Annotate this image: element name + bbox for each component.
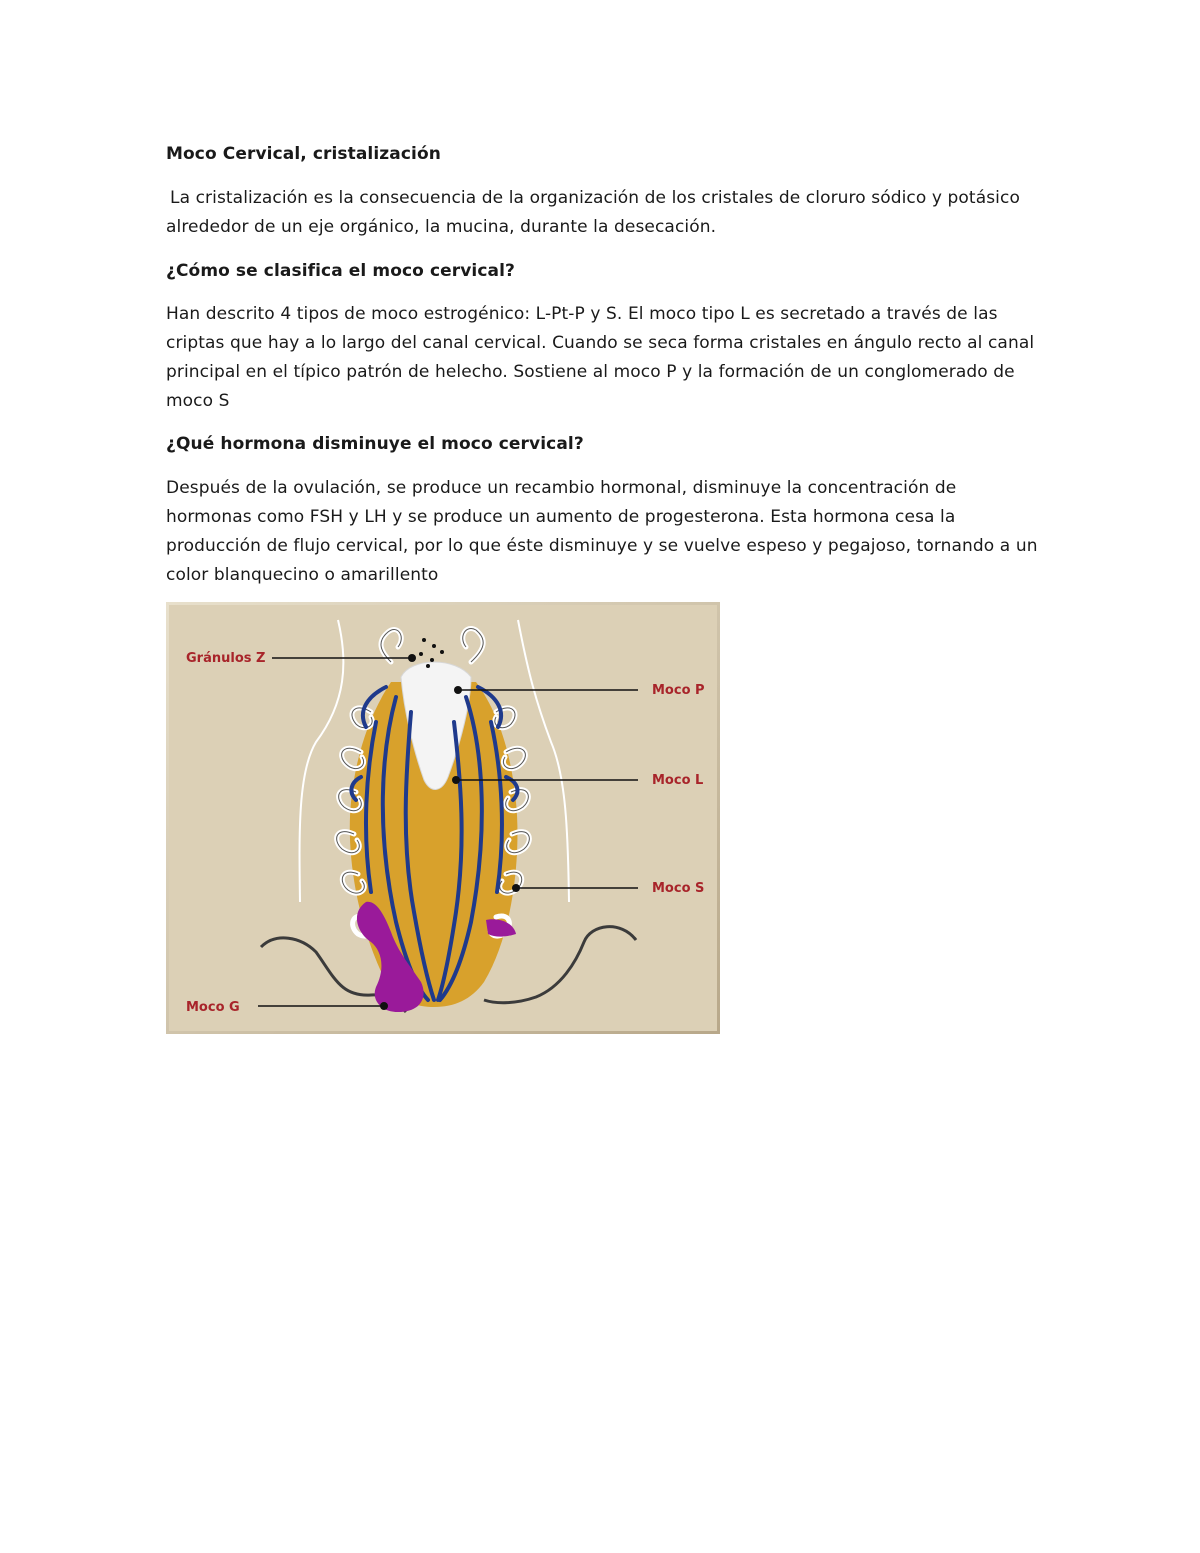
cervical-mucus-diagram [166, 602, 720, 1034]
label-moco-g: Moco G [186, 1000, 240, 1015]
label-moco-p: Moco P [652, 683, 705, 698]
answer-hormone: Después de la ovulación, se produce un recambio hormonal, disminuye la concentración de hormonas como FSH y LH y se produce un aumento de progesterona. Esta hormona cesa la producción de flujo cervical, por lo que éste disminuye y se vuelve espeso y pegajoso, tornando a un color blanquecino o amarillento [166, 478, 1038, 585]
question-classification: ¿Cómo se clasifica el moco cervical? [166, 261, 515, 281]
question-hormone: ¿Qué hormona disminuye el moco cervical? [166, 434, 584, 454]
answer-classification: Han descrito 4 tipos de moco estrogénico: L-Pt-P y S. El moco tipo L es secretado a través de las criptas que hay a lo largo del canal cervical. Cuando se seca forma cristales en ángulo recto al canal principal en el típico patrón de helecho. Sostiene al moco P y la formación de un conglomerado de moco S [166, 304, 1035, 411]
label-moco-s: Moco S [652, 881, 705, 896]
document-title: Moco Cervical, cristalización [166, 144, 441, 164]
intro-paragraph: La cristalización es la consecuencia de la organización de los cristales de cloruro sódico y potásico alrededor de un eje orgánico, la mucina, durante la desecación. [166, 188, 1020, 237]
label-granulos-z: Gránulos Z [186, 651, 266, 666]
label-moco-l: Moco L [652, 773, 704, 788]
